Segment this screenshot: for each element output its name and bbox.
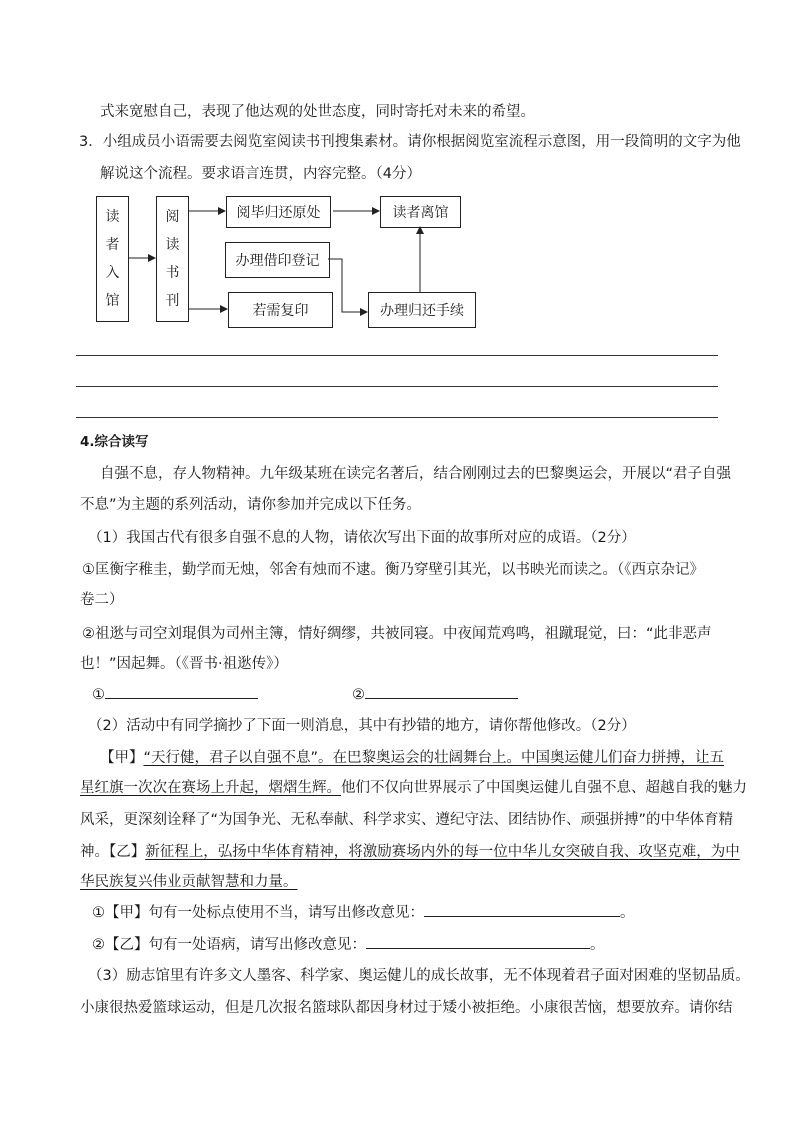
message-line-2: [80, 778, 747, 798]
blank-2-line[interactable]: [365, 684, 518, 699]
fix-1-line[interactable]: [424, 902, 620, 917]
idiom-blank-2[interactable]: [352, 684, 518, 705]
yi-tag: 【乙】: [109, 844, 146, 860]
message-line-5: [80, 872, 298, 892]
story1-line1: ①匡衡字稚圭，勤学而无烛，邻舍有烛而不逮。衡乃穿壁引其光，以书映光而读之。（《西京杂记》: [82, 562, 704, 578]
fix-1[interactable]: [92, 902, 635, 923]
q4-part3-line2: 小康很热爱篮球运动，但是几次报名篮球队都因身材过于矮小被拒绝。小康很苦恼，想要放弃。请你结: [80, 1000, 733, 1016]
flow-read: 阅 读 书 刊: [156, 196, 189, 322]
flow-arrows: [0, 0, 794, 400]
q3-line2: 解说这个流程。要求语言连贯，内容完整。（4分）: [100, 166, 421, 182]
message-line-3: 风采，更深刻诠释了“为国争光、无私奉献、科学求实、遵纪守法、团结协作、顽强拼搏”的中华体育精: [80, 812, 734, 828]
flow-need-copy: 若需复印: [228, 292, 333, 328]
q3-line1: 3．小组成员小语需要去阅览室阅读书刊搜集素材。请你根据阅览室流程示意图，用一段简明的文字为他: [79, 134, 741, 150]
yi-sentence-1: 新征程上，弘扬中华体育精神，将激励赛场内外的每一位中华儿女突破自我、攻坚克难，为中: [145, 844, 740, 860]
story1-line2: 卷二）: [80, 592, 124, 608]
q4-part1: （1）我国古代有很多自强不息的人物，请依次写出下面的故事所对应的成语。（2分）: [88, 530, 636, 546]
message-line-4: [80, 842, 740, 862]
jia-sentence-2: 星红旗一次次在赛场上升起，熠熠生辉。: [80, 780, 341, 796]
story2-line1: ②祖逖与司空刘琨俱为司州主簿，情好绸缪，共被同寝。中夜闻荒鸡鸣，祖蹴琨觉，曰：“此非恶声: [82, 626, 712, 642]
flow-return-in-place: 阅毕归还原处: [226, 196, 331, 228]
answer-line-1[interactable]: [76, 355, 718, 356]
q4-part2: （2）活动中有同学摘抄了下面一则消息，其中有抄错的地方，请你帮他修改。（2分）: [88, 718, 636, 734]
message-line-2-rest: 他们不仅向世界展示了中国奥运健儿自强不息、超越自我的魅力: [341, 780, 747, 796]
q4-intro-2: 不息”为主题的系列活动，请你参加并完成以下任务。: [80, 497, 422, 513]
idiom-blank-1[interactable]: [92, 684, 258, 705]
q4-intro-1: 自强不息，存人物精神。九年级某班在读完名著后，结合刚刚过去的巴黎奥运会，开展以“君子自强: [100, 466, 732, 482]
answer-line-3[interactable]: [76, 417, 718, 418]
intro-tail: 式来宽慰自己，表现了他达观的处世态度，同时寄托对未来的希望。: [100, 104, 535, 120]
jia-sentence-1: “天行健，君子以自强不息”。在巴黎奥运会的壮阔舞台上。中国奥运健儿们奋力拼搏，让五: [143, 750, 725, 766]
flow-borrow-register: 办理借印登记: [225, 242, 330, 278]
jia-tag: 【甲】: [100, 750, 144, 766]
flow-leave: 读者离馆: [380, 196, 461, 228]
q4-title: 4.综合读写: [80, 434, 149, 450]
message-line-1: [100, 748, 724, 768]
q4-part3-line1: （3）励志馆里有许多文人墨客、科学家、奥运健儿的成长故事，无不体现着君子面对困难的坚韧品质。: [88, 968, 750, 984]
fix-2-end: 。: [590, 937, 605, 953]
message-line-4-start: 神。: [80, 844, 109, 860]
fix-1-prompt: ①【甲】句有一处标点使用不当，请写出修改意见：: [92, 905, 424, 921]
blank-2-label: ②: [352, 687, 365, 703]
fix-2-prompt: ②【乙】句有一处语病，请写出修改意见：: [92, 937, 366, 953]
fix-1-end: 。: [620, 905, 635, 921]
fix-2-line[interactable]: [366, 934, 590, 949]
fix-2[interactable]: [92, 934, 605, 955]
blank-1-line[interactable]: [105, 684, 258, 699]
answer-line-2[interactable]: [76, 386, 718, 387]
flow-enter: 读 者 入 馆: [96, 196, 129, 322]
story2-line2: 也！”因起舞。（《晋书·祖逖传》）: [80, 656, 288, 672]
flow-return-procedure: 办理归还手续: [368, 292, 476, 328]
blank-1-label: ①: [92, 687, 105, 703]
yi-sentence-2: 华民族复兴伟业贡献智慧和力量。: [80, 874, 298, 890]
